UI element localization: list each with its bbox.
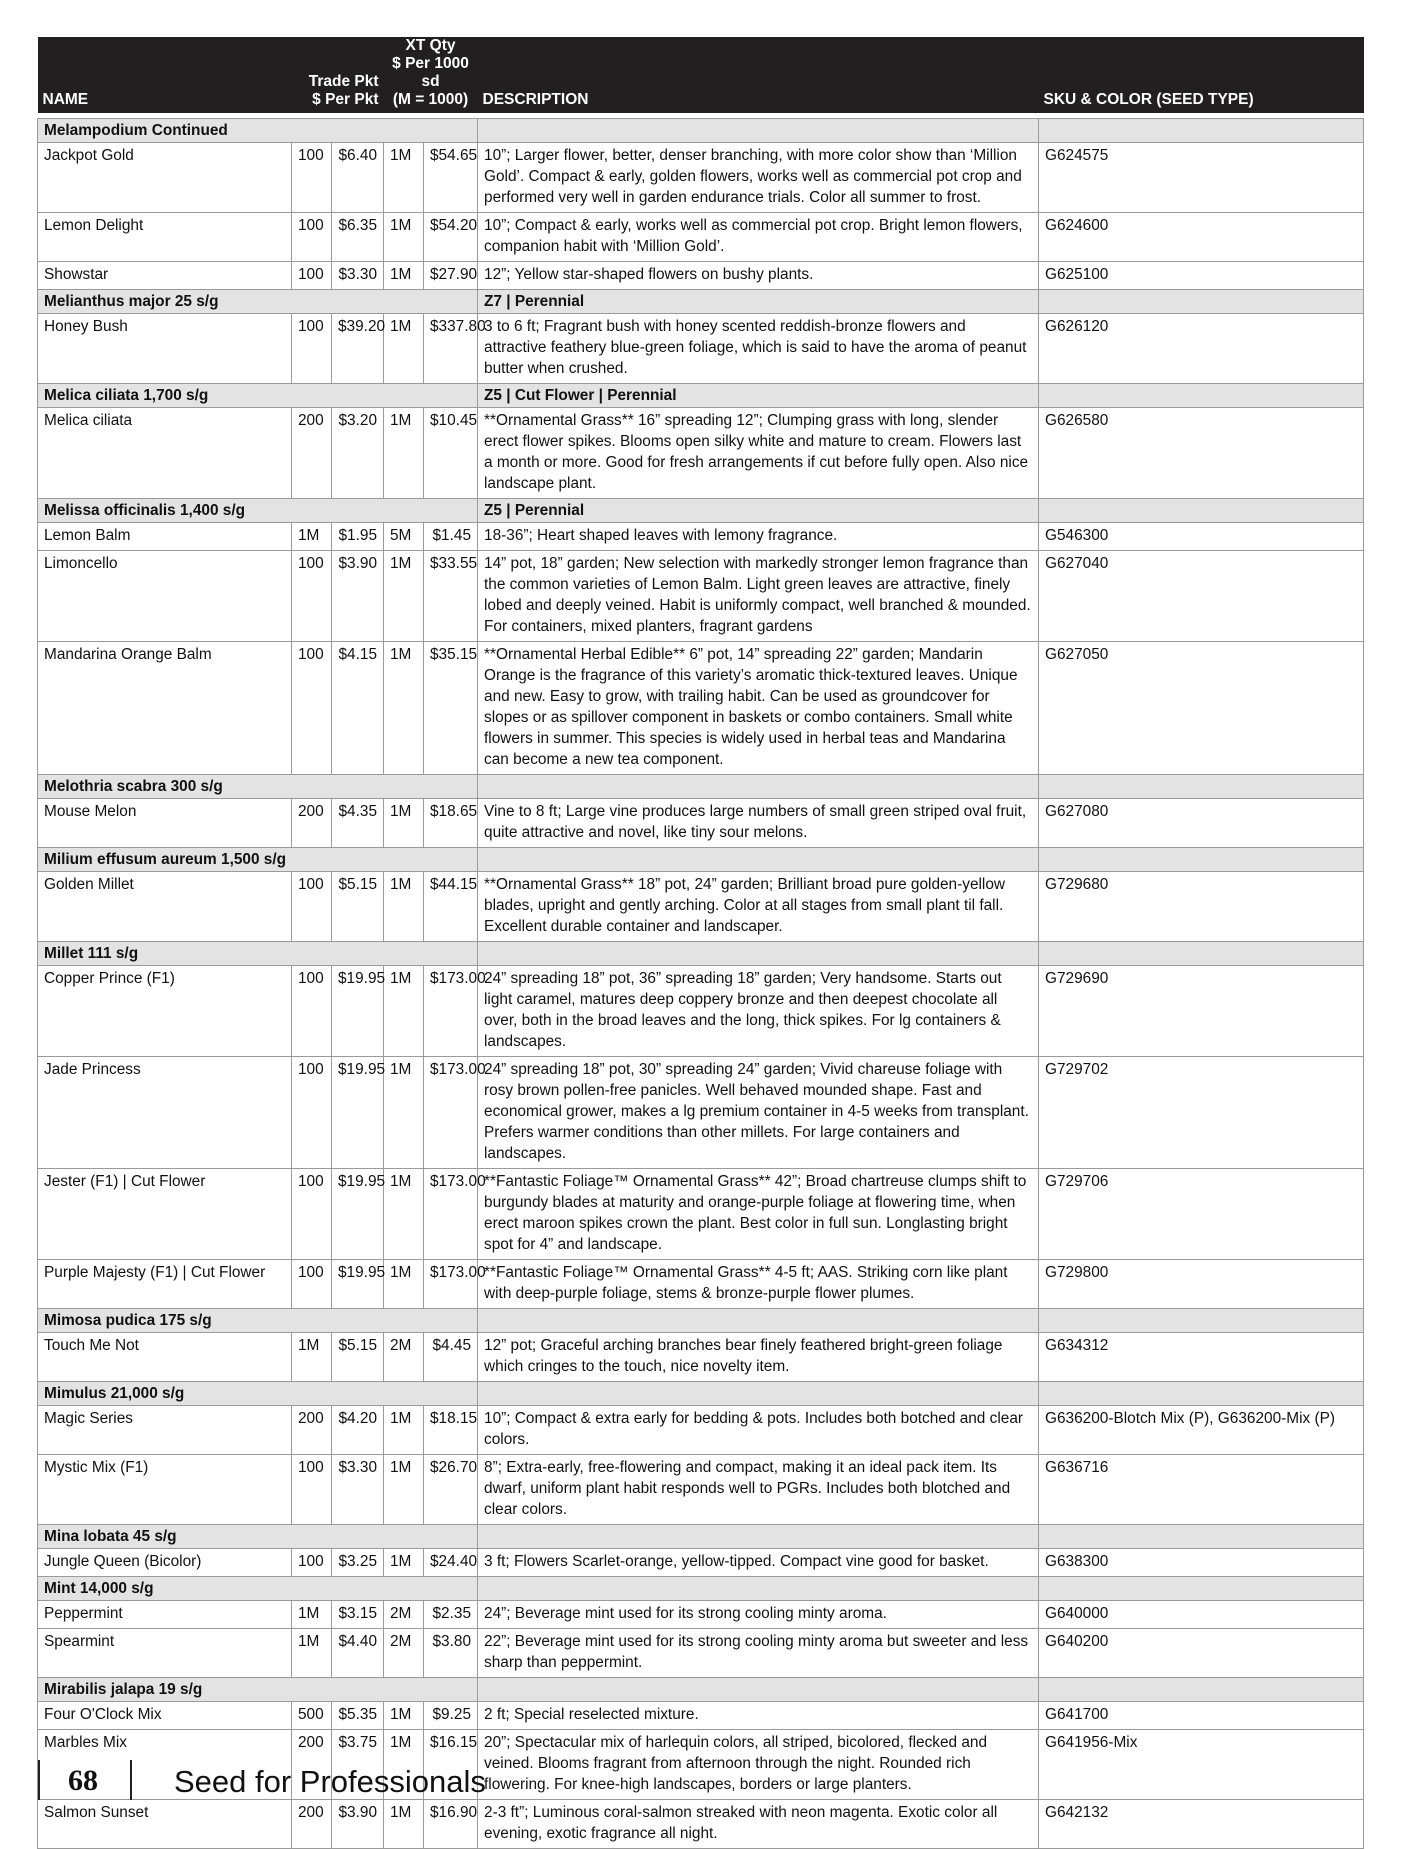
sku-code: G627040 [1039, 551, 1364, 642]
xt-qty-price: $173.00 [424, 966, 478, 1057]
variety-name: Four O'Clock Mix [38, 1702, 292, 1730]
xt-qty-price: $35.15 [424, 642, 478, 775]
xt-qty-price: $33.55 [424, 551, 478, 642]
sku-code: G729706 [1039, 1169, 1364, 1260]
xt-qty-size: 1M [384, 408, 424, 499]
variety-description: 2-3 ft”; Luminous coral-salmon streaked with neon magenta. Exotic color all evening, exotic fragrance all night. [478, 1800, 1039, 1849]
variety-name: Salmon Sunset [38, 1800, 292, 1849]
variety-description: 22”; Beverage mint used for its strong cooling minty aroma but sweeter and less sharp than peppermint. [478, 1629, 1039, 1678]
table-header [38, 37, 1364, 119]
section-sku-blank [1039, 119, 1364, 143]
variety-name: Limoncello [38, 551, 292, 642]
trade-pkt-size: 200 [292, 1800, 332, 1849]
trade-pkt-size: 100 [292, 1549, 332, 1577]
trade-pkt-price: $19.95 [332, 966, 384, 1057]
sku-code: G636200-Blotch Mix (P), G636200-Mix (P) [1039, 1406, 1364, 1455]
seed-catalog-table [37, 37, 1364, 1849]
table-row [38, 1260, 1364, 1309]
header-xt-qty [384, 37, 478, 113]
sku-code: G624600 [1039, 213, 1364, 262]
section-note [478, 119, 1039, 143]
xt-qty-size: 1M [384, 642, 424, 775]
section-sku-blank [1039, 1382, 1364, 1406]
table-row [38, 872, 1364, 942]
variety-description: 14” pot, 18” garden; New selection with markedly stronger lemon fragrance than the common varieties of Lemon Balm. Light green leaves are attractive, finely lobed and deeply veined. Habit is uniformly compact, well branched & mounded. For containers, mixed planters, fragrant gardens [478, 551, 1039, 642]
table-row [38, 799, 1364, 848]
section-header-row [38, 1525, 1364, 1549]
trade-pkt-size: 1M [292, 1601, 332, 1629]
table-row [38, 642, 1364, 775]
variety-description: Vine to 8 ft; Large vine produces large numbers of small green striped oval fruit, quite attractive and novel, like tiny sour melons. [478, 799, 1039, 848]
variety-name: Lemon Delight [38, 213, 292, 262]
table-row [38, 551, 1364, 642]
footer-divider [130, 1760, 132, 1800]
variety-description: **Fantastic Foliage™ Ornamental Grass** 4-5 ft; AAS. Striking corn like plant with deep-purple foliage, stems & bronze-purple flower plumes. [478, 1260, 1039, 1309]
variety-name: Showstar [38, 262, 292, 290]
variety-name: Marbles Mix [38, 1730, 292, 1800]
variety-name: Honey Bush [38, 314, 292, 384]
trade-pkt-price: $3.75 [332, 1730, 384, 1800]
section-sku-blank [1039, 499, 1364, 523]
table-row [38, 1549, 1364, 1577]
xt-qty-size: 2M [384, 1333, 424, 1382]
trade-pkt-price: $3.30 [332, 262, 384, 290]
section-note [478, 1382, 1039, 1406]
section-header-row [38, 1577, 1364, 1601]
xt-qty-size: 1M [384, 1260, 424, 1309]
section-sku-blank [1039, 290, 1364, 314]
section-title: Melianthus major 25 s/g [38, 290, 478, 314]
variety-description: 3 ft; Flowers Scarlet-orange, yellow-tipped. Compact vine good for basket. [478, 1549, 1039, 1577]
variety-description: 20”; Spectacular mix of harlequin colors, all striped, bicolored, flecked and veined. Blooms fragrant from afternoon through the night. Rounded rich flowering. For knee-high landscapes, borders or large planters. [478, 1730, 1039, 1800]
trade-pkt-price: $19.95 [332, 1169, 384, 1260]
variety-name: Melica ciliata [38, 408, 292, 499]
xt-qty-size: 1M [384, 966, 424, 1057]
section-header-row [38, 290, 1364, 314]
section-title: Mint 14,000 s/g [38, 1577, 478, 1601]
trade-pkt-price: $3.90 [332, 1800, 384, 1849]
trade-pkt-price: $3.90 [332, 551, 384, 642]
trade-pkt-price: $1.95 [332, 523, 384, 551]
trade-pkt-size: 100 [292, 314, 332, 384]
sku-code: G625100 [1039, 262, 1364, 290]
table-row [38, 1800, 1364, 1849]
sku-code: G627080 [1039, 799, 1364, 848]
xt-qty-size: 1M [384, 262, 424, 290]
variety-name: Jade Princess [38, 1057, 292, 1169]
section-note [478, 1525, 1039, 1549]
section-title: Mirabilis jalapa 19 s/g [38, 1678, 478, 1702]
xt-qty-size: 1M [384, 213, 424, 262]
section-note: Z5 | Perennial [478, 499, 1039, 523]
table-row [38, 1455, 1364, 1525]
variety-name: Lemon Balm [38, 523, 292, 551]
trade-pkt-size: 200 [292, 1406, 332, 1455]
trade-pkt-size: 100 [292, 966, 332, 1057]
section-title: Melica ciliata 1,700 s/g [38, 384, 478, 408]
xt-qty-price: $16.90 [424, 1800, 478, 1849]
section-sku-blank [1039, 1525, 1364, 1549]
variety-description: 12”; Yellow star-shaped flowers on bushy plants. [478, 262, 1039, 290]
sku-code: G729680 [1039, 872, 1364, 942]
sku-code: G640200 [1039, 1629, 1364, 1678]
variety-description: 3 to 6 ft; Fragrant bush with honey scented reddish-bronze flowers and attractive feathery blue-green foliage, which is said to have the aroma of peanut butter when crushed. [478, 314, 1039, 384]
variety-name: Purple Majesty (F1) | Cut Flower [38, 1260, 292, 1309]
xt-qty-size: 1M [384, 314, 424, 384]
table-row [38, 1629, 1364, 1678]
xt-qty-size: 1M [384, 1406, 424, 1455]
section-sku-blank [1039, 775, 1364, 799]
trade-pkt-price: $3.20 [332, 408, 384, 499]
section-sku-blank [1039, 848, 1364, 872]
trade-pkt-price: $4.15 [332, 642, 384, 775]
table-row [38, 262, 1364, 290]
header-trade-pkt-line1: Trade Pkt [308, 73, 379, 90]
table-row [38, 213, 1364, 262]
table-row [38, 1406, 1364, 1455]
trade-pkt-price: $5.15 [332, 1333, 384, 1382]
xt-qty-price: $27.90 [424, 262, 478, 290]
sku-code: G634312 [1039, 1333, 1364, 1382]
variety-description: 2 ft; Special reselected mixture. [478, 1702, 1039, 1730]
trade-pkt-size: 100 [292, 143, 332, 213]
section-header-row [38, 384, 1364, 408]
trade-pkt-price: $5.15 [332, 872, 384, 942]
trade-pkt-price: $3.30 [332, 1455, 384, 1525]
xt-qty-price: $54.20 [424, 213, 478, 262]
table-body [38, 119, 1364, 1849]
xt-qty-price: $10.45 [424, 408, 478, 499]
section-note [478, 1577, 1039, 1601]
variety-description: 10”; Compact & extra early for bedding & pots. Includes both botched and clear colors. [478, 1406, 1039, 1455]
sku-code: G636716 [1039, 1455, 1364, 1525]
section-note [478, 942, 1039, 966]
xt-qty-price: $9.25 [424, 1702, 478, 1730]
xt-qty-price: $44.15 [424, 872, 478, 942]
page-number: 68 [68, 1764, 98, 1797]
trade-pkt-price: $3.15 [332, 1601, 384, 1629]
header-name: NAME [38, 37, 292, 113]
variety-name: Magic Series [38, 1406, 292, 1455]
xt-qty-size: 1M [384, 1549, 424, 1577]
table-row [38, 523, 1364, 551]
trade-pkt-size: 1M [292, 1333, 332, 1382]
section-header-row [38, 848, 1364, 872]
variety-name: Spearmint [38, 1629, 292, 1678]
section-note [478, 1309, 1039, 1333]
section-title: Milium effusum aureum 1,500 s/g [38, 848, 478, 872]
variety-name: Mystic Mix (F1) [38, 1455, 292, 1525]
trade-pkt-size: 100 [292, 642, 332, 775]
header-xt-qty-line2: $ Per 1000 sd [392, 55, 469, 90]
variety-name: Jester (F1) | Cut Flower [38, 1169, 292, 1260]
section-note [478, 775, 1039, 799]
xt-qty-price: $54.65 [424, 143, 478, 213]
xt-qty-size: 1M [384, 1730, 424, 1800]
trade-pkt-price: $3.25 [332, 1549, 384, 1577]
page-footer [38, 1760, 738, 1806]
section-note [478, 848, 1039, 872]
xt-qty-size: 1M [384, 1702, 424, 1730]
sku-code: G624575 [1039, 143, 1364, 213]
header-xt-qty-line1: XT Qty [405, 37, 456, 54]
section-header-row [38, 942, 1364, 966]
trade-pkt-size: 100 [292, 1057, 332, 1169]
section-header-row [38, 775, 1364, 799]
variety-name: Jungle Queen (Bicolor) [38, 1549, 292, 1577]
trade-pkt-size: 200 [292, 1730, 332, 1800]
header-description: DESCRIPTION [478, 37, 1039, 113]
variety-description: **Ornamental Grass** 16” spreading 12”; Clumping grass with long, slender erect flower spikes. Blooms open silky white and mature to cream. Flowers last a month or more. Good for fresh arrangements if cut before fully open. Also nice landscape plant. [478, 408, 1039, 499]
xt-qty-size: 5M [384, 523, 424, 551]
section-title: Melampodium Continued [38, 119, 478, 143]
table-row [38, 408, 1364, 499]
section-sku-blank [1039, 1577, 1364, 1601]
section-header-row [38, 1382, 1364, 1406]
trade-pkt-size: 200 [292, 799, 332, 848]
trade-pkt-size: 100 [292, 872, 332, 942]
xt-qty-price: $173.00 [424, 1057, 478, 1169]
xt-qty-price: $173.00 [424, 1260, 478, 1309]
variety-name: Mouse Melon [38, 799, 292, 848]
xt-qty-size: 2M [384, 1629, 424, 1678]
xt-qty-price: $26.70 [424, 1455, 478, 1525]
sku-code: G729690 [1039, 966, 1364, 1057]
trade-pkt-size: 500 [292, 1702, 332, 1730]
section-note: Z5 | Cut Flower | Perennial [478, 384, 1039, 408]
xt-qty-size: 1M [384, 143, 424, 213]
sku-code: G641956-Mix [1039, 1730, 1364, 1800]
sku-code: G546300 [1039, 523, 1364, 551]
xt-qty-size: 1M [384, 1169, 424, 1260]
xt-qty-size: 1M [384, 1800, 424, 1849]
trade-pkt-size: 1M [292, 523, 332, 551]
sku-code: G729702 [1039, 1057, 1364, 1169]
section-header-row [38, 1309, 1364, 1333]
variety-description: 10”; Compact & early, works well as commercial pot crop. Bright lemon flowers, companion habit with ‘Million Gold’. [478, 213, 1039, 262]
sku-code: G642132 [1039, 1800, 1364, 1849]
variety-description: 24”; Beverage mint used for its strong cooling minty aroma. [478, 1601, 1039, 1629]
xt-qty-size: 1M [384, 1057, 424, 1169]
xt-qty-price: $16.15 [424, 1730, 478, 1800]
sku-code: G638300 [1039, 1549, 1364, 1577]
xt-qty-price: $4.45 [424, 1333, 478, 1382]
section-sku-blank [1039, 384, 1364, 408]
section-sku-blank [1039, 1678, 1364, 1702]
trade-pkt-price: $5.35 [332, 1702, 384, 1730]
table-row [38, 1169, 1364, 1260]
trade-pkt-price: $4.40 [332, 1629, 384, 1678]
variety-description: **Ornamental Herbal Edible** 6” pot, 14” spreading 22” garden; Mandarin Orange is the fragrance of this variety’s aromatic thick-textured leaves. Unique and new. Easy to grow, with trailing habit. Can be used as groundcover for slopes or as spillover component in baskets or combo containers. Small white flowers in summer. This species is widely used in herbal teas and Mandarina can become a new tea component. [478, 642, 1039, 775]
header-trade-pkt-line2: $ Per Pkt [312, 91, 379, 108]
variety-description: **Fantastic Foliage™ Ornamental Grass** 42”; Broad chartreuse clumps shift to burgundy blades at maturity and orange-purple foliage at flowering time, when erect maroon spikes crown the plant. Best color in full sun. Longlasting bright spot for 4” and landscape. [478, 1169, 1039, 1260]
section-title: Melothria scabra 300 s/g [38, 775, 478, 799]
xt-qty-price: $18.15 [424, 1406, 478, 1455]
catalog-title: Seed for Professionals [174, 1764, 486, 1799]
sku-code: G641700 [1039, 1702, 1364, 1730]
xt-qty-price: $2.35 [424, 1601, 478, 1629]
trade-pkt-size: 100 [292, 1169, 332, 1260]
variety-name: Peppermint [38, 1601, 292, 1629]
sku-code: G626580 [1039, 408, 1364, 499]
xt-qty-size: 1M [384, 799, 424, 848]
trade-pkt-price: $19.95 [332, 1260, 384, 1309]
variety-description: 8”; Extra-early, free-flowering and compact, making it an ideal pack item. Its dwarf, uniform plant habit responds well to PGRs. Includes both blotched and clear colors. [478, 1455, 1039, 1525]
variety-description: 12” pot; Graceful arching branches bear finely feathered bright-green foliage which cringes to the touch, nice novelty item. [478, 1333, 1039, 1382]
header-xt-qty-line3: (M = 1000) [392, 91, 469, 108]
section-header-row [38, 119, 1364, 143]
footer-divider [38, 1760, 40, 1800]
table-row [38, 1333, 1364, 1382]
variety-name: Touch Me Not [38, 1333, 292, 1382]
variety-name: Copper Prince (F1) [38, 966, 292, 1057]
table-row [38, 1601, 1364, 1629]
section-note: Z7 | Perennial [478, 290, 1039, 314]
xt-qty-size: 1M [384, 872, 424, 942]
xt-qty-size: 1M [384, 1455, 424, 1525]
table-row [38, 1702, 1364, 1730]
trade-pkt-size: 100 [292, 1260, 332, 1309]
section-title: Mina lobata 45 s/g [38, 1525, 478, 1549]
trade-pkt-price: $6.35 [332, 213, 384, 262]
section-title: Mimulus 21,000 s/g [38, 1382, 478, 1406]
variety-description: **Ornamental Grass** 18” pot, 24” garden; Brilliant broad pure golden-yellow blades, upright and gently arching. Color at all stages from small plant til fall. Excellent durable container and landscaper. [478, 872, 1039, 942]
xt-qty-price: $173.00 [424, 1169, 478, 1260]
variety-description: 18-36”; Heart shaped leaves with lemony fragrance. [478, 523, 1039, 551]
xt-qty-price: $18.65 [424, 799, 478, 848]
section-note [478, 1678, 1039, 1702]
section-sku-blank [1039, 1309, 1364, 1333]
trade-pkt-size: 100 [292, 551, 332, 642]
trade-pkt-size: 100 [292, 262, 332, 290]
seed-catalog-table-container [37, 37, 1363, 1849]
section-sku-blank [1039, 942, 1364, 966]
sku-code: G640000 [1039, 1601, 1364, 1629]
xt-qty-price: $337.80 [424, 314, 478, 384]
section-title: Millet 111 s/g [38, 942, 478, 966]
sku-code: G626120 [1039, 314, 1364, 384]
xt-qty-price: $1.45 [424, 523, 478, 551]
trade-pkt-price: $4.20 [332, 1406, 384, 1455]
trade-pkt-price: $6.40 [332, 143, 384, 213]
trade-pkt-size: 100 [292, 1455, 332, 1525]
header-sku: SKU & COLOR (SEED TYPE) [1039, 37, 1364, 113]
trade-pkt-price: $4.35 [332, 799, 384, 848]
trade-pkt-price: $39.20 [332, 314, 384, 384]
xt-qty-price: $24.40 [424, 1549, 478, 1577]
trade-pkt-price: $19.95 [332, 1057, 384, 1169]
section-header-row [38, 1678, 1364, 1702]
xt-qty-size: 1M [384, 551, 424, 642]
variety-description: 24” spreading 18” pot, 36” spreading 18” garden; Very handsome. Starts out light caramel, matures deep coppery bronze and then deepest chocolate all over, both in the broad leaves and the long, thick spikes. For lg containers & landscapes. [478, 966, 1039, 1057]
table-row [38, 143, 1364, 213]
variety-name: Mandarina Orange Balm [38, 642, 292, 775]
section-title: Melissa officinalis 1,400 s/g [38, 499, 478, 523]
variety-name: Golden Millet [38, 872, 292, 942]
section-title: Mimosa pudica 175 s/g [38, 1309, 478, 1333]
header-trade-pkt [292, 37, 384, 113]
variety-description: 24” spreading 18” pot, 30” spreading 24” garden; Vivid chareuse foliage with rosy brown pollen-free panicles. Well behaved mounded shape. Fast and economical grower, makes a lg premium container in 4-5 weeks from transplant. Prefers warmer conditions than other millets. For large containers and landscapes. [478, 1057, 1039, 1169]
section-header-row [38, 499, 1364, 523]
sku-code: G729800 [1039, 1260, 1364, 1309]
xt-qty-size: 2M [384, 1601, 424, 1629]
table-row [38, 966, 1364, 1057]
sku-code: G627050 [1039, 642, 1364, 775]
xt-qty-price: $3.80 [424, 1629, 478, 1678]
trade-pkt-size: 100 [292, 213, 332, 262]
variety-name: Jackpot Gold [38, 143, 292, 213]
variety-description: 10”; Larger flower, better, denser branching, with more color show than ‘Million Gold’. Compact & early, golden flowers, works well as commercial pot crop and performed very well in garden endurance trials. Color all summer to frost. [478, 143, 1039, 213]
table-row [38, 1057, 1364, 1169]
table-row [38, 314, 1364, 384]
trade-pkt-size: 1M [292, 1629, 332, 1678]
trade-pkt-size: 200 [292, 408, 332, 499]
